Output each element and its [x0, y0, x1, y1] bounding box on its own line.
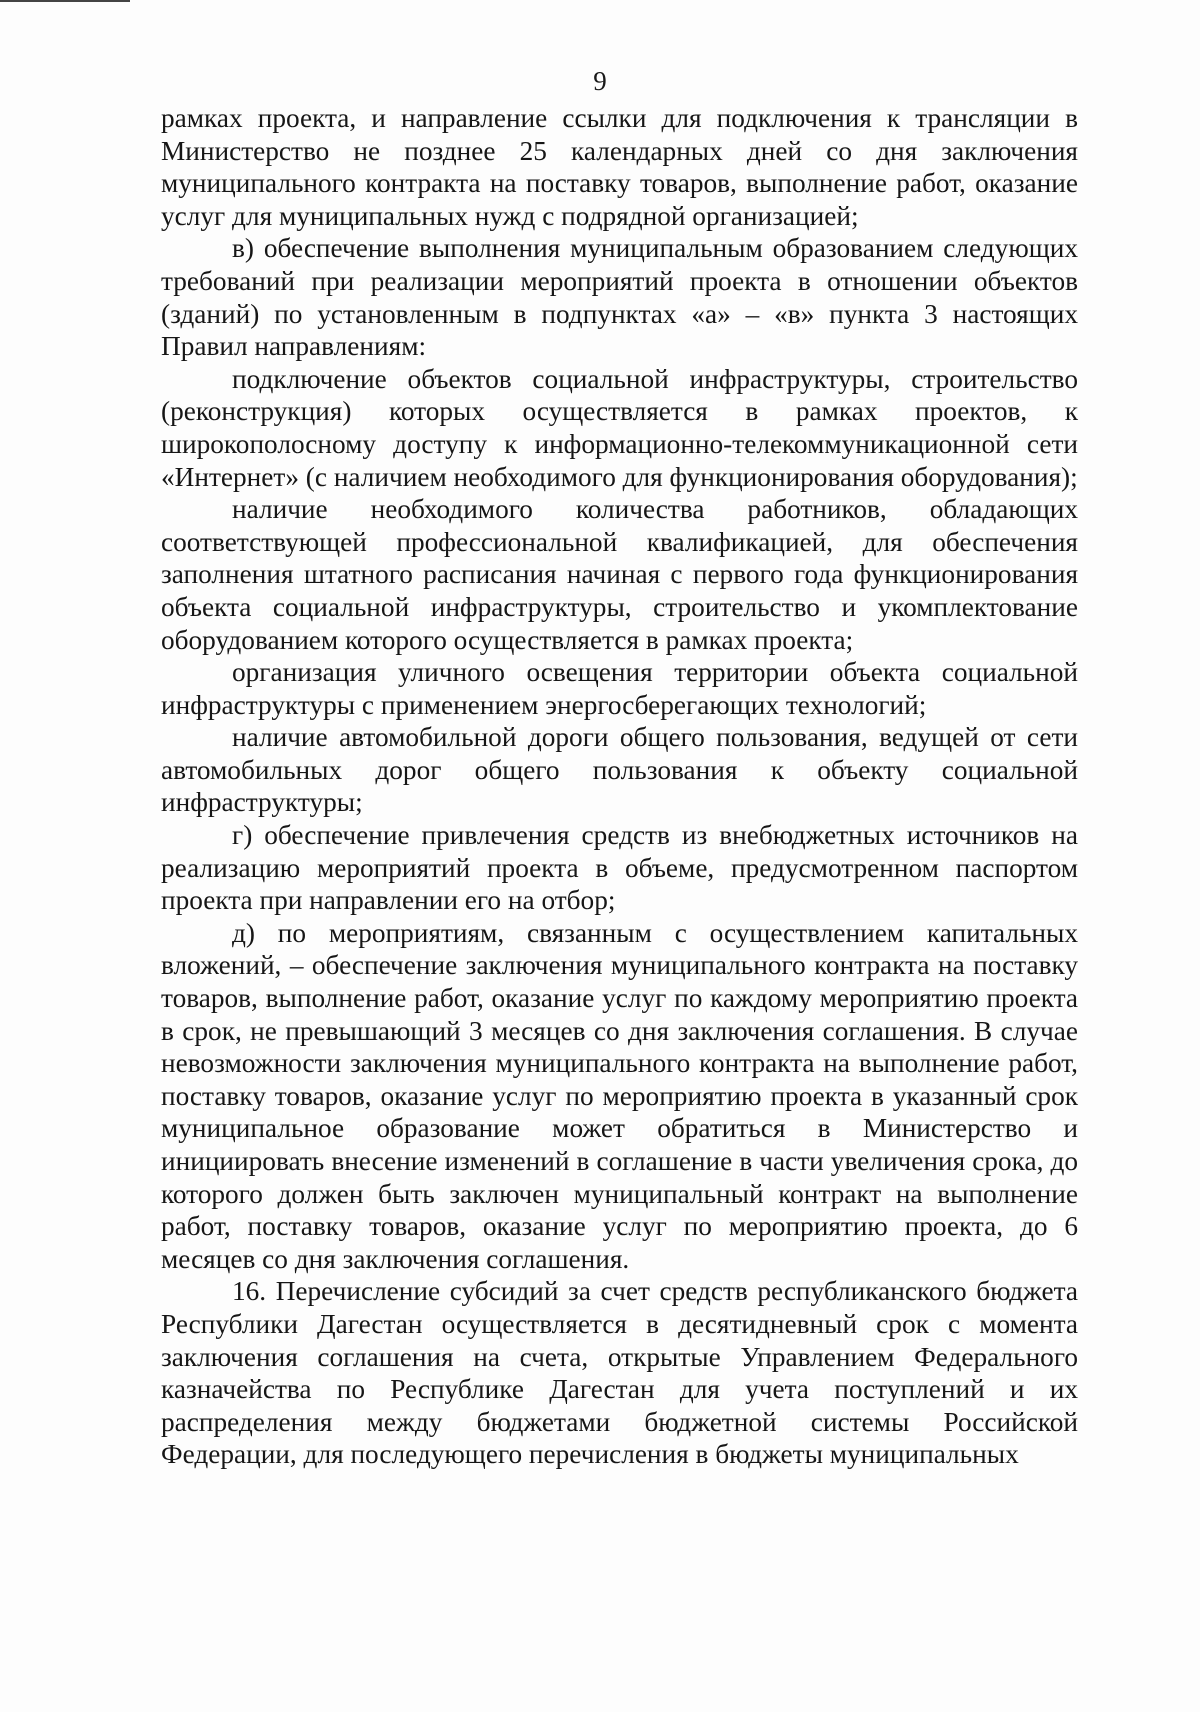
paragraph-road-access: наличие автомобильной дороги общего пользования, ведущей от сети автомобильных дорог общего пользования к объекту социальной инфраструктуры; — [161, 722, 1078, 818]
body-text — [161, 102, 1078, 1471]
paragraph-16: 16. Перечисление субсидий за счет средств республиканского бюджета Республики Дагестан осуществляется в десятидневный срок с момента заключения соглашения на счета, открытые Управлением Федерального казначейства по Республике Дагестан для учета поступлений и их распределения между бюджетами бюджетной системы Российской Федерации, для последующего перечисления в бюджеты муниципальных — [161, 1276, 1078, 1470]
paragraph-internet-access: подключение объектов социальной инфраструктуры, строительство (реконструкция) которых осуществляется в рамках проектов, к широкополосному доступу к информационно-телекоммуникационной сети «Интернет» (с наличием необходимого для функционирования оборудования); — [161, 363, 1078, 492]
paragraph-item-v: в) обеспечение выполнения муниципальным образованием следующих требований при реализации мероприятий проекта в отношении объектов (зданий) по установленным в подпунктах «а» – «в» пункта 3 настоящих Правил направлениям: — [161, 233, 1078, 362]
scan-edge-mark — [0, 0, 130, 2]
paragraph-item-d: д) по мероприятиям, связанным с осуществлением капитальных вложений, – обеспечение заключения муниципального контракта на поставку товаров, выполнение работ, оказание услуг по каждому мероприятию проекта в срок, не превышающий 3 месяцев со дня заключения соглашения. В случае невозможности заключения муниципального контракта на выполнение работ, поставку товаров, оказание услуг по мероприятию проекта в указанный срок муниципальное образование может обратиться в Министерство и инициировать внесение изменений в соглашение в части увеличения срока, до которого должен быть заключен муниципальный контракт на выполнение работ, поставку товаров, оказание услуг по мероприятию проекта, до 6 месяцев со дня заключения соглашения. — [161, 917, 1078, 1274]
paragraph-street-lighting: организация уличного освещения территории объекта социальной инфраструктуры с применением энергосберегающих технологий; — [161, 657, 1078, 720]
paragraph-continuation: рамках проекта, и направление ссылки для подключения к трансляции в Министерство не позднее 25 календарных дней со дня заключения муниципального контракта на поставку товаров, выполнение работ, оказание услуг для муниципальных нужд с подрядной организацией; — [161, 103, 1078, 231]
paragraph-staffing: наличие необходимого количества работников, обладающих соответствующей профессиональной квалификацией, для обеспечения заполнения штатного расписания начиная с первого года функционирования объекта социальной инфраструктуры, строительство и укомплектование оборудованием которого осуществляется в рамках проекта; — [161, 494, 1078, 655]
paragraph-item-g: г) обеспечение привлечения средств из внебюджетных источников на реализацию мероприятий проекта в объеме, предусмотренном паспортом проекта при направлении его на отбор; — [161, 820, 1078, 916]
page-number: 9 — [593, 66, 607, 96]
